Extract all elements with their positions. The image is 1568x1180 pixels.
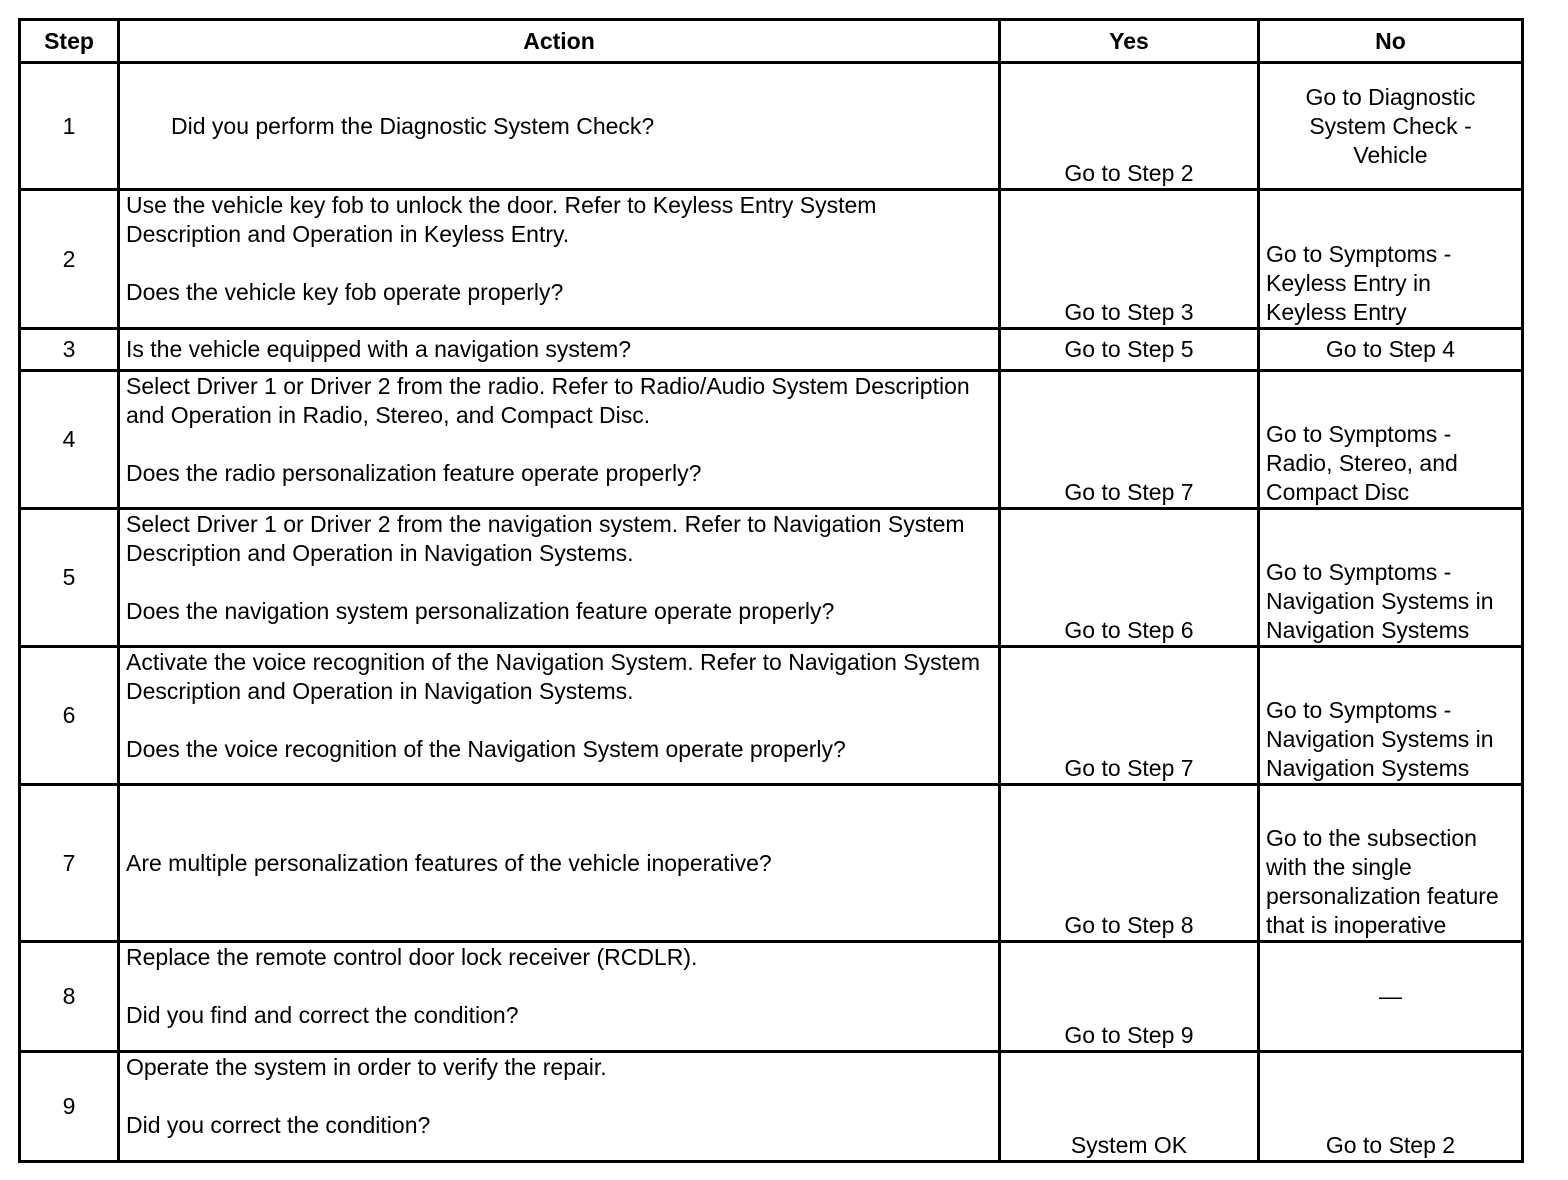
no-cell: Go to the subsection with the single personalization feature that is inoperative	[1259, 785, 1523, 942]
yes-cell: System OK	[1000, 1052, 1259, 1162]
action-instruction: Operate the system in order to verify the repair.	[126, 1054, 607, 1080]
table-row	[20, 1052, 1523, 1162]
action-question: Did you find and correct the condition?	[126, 1002, 519, 1028]
no-cell: Go to Symptoms - Keyless Entry in Keyless Entry	[1259, 190, 1523, 329]
header-yes: Yes	[1000, 20, 1259, 63]
action-question: Does the voice recognition of the Navigation System operate properly?	[126, 736, 846, 762]
yes-cell: Go to Step 7	[1000, 647, 1259, 785]
table-row	[20, 371, 1523, 509]
header-step: Step	[20, 20, 119, 63]
no-cell: Go to Symptoms - Navigation Systems in Navigation Systems	[1259, 647, 1523, 785]
action-question: Are multiple personalization features of the vehicle inoperative?	[119, 785, 1000, 942]
action-question: Did you correct the condition?	[126, 1112, 431, 1138]
table-row	[20, 647, 1523, 785]
no-cell: —	[1259, 942, 1523, 1052]
yes-cell: Go to Step 3	[1000, 190, 1259, 329]
step-number: 1	[20, 63, 119, 190]
yes-cell: Go to Step 5	[1000, 329, 1259, 371]
action-cell	[119, 371, 1000, 509]
step-number: 3	[20, 329, 119, 371]
action-cell	[119, 63, 1000, 190]
header-row	[20, 20, 1523, 63]
header-no: No	[1259, 20, 1523, 63]
step-number: 2	[20, 190, 119, 329]
step-number: 6	[20, 647, 119, 785]
yes-cell: Go to Step 7	[1000, 371, 1259, 509]
table-row	[20, 785, 1523, 942]
step-number: 7	[20, 785, 119, 942]
no-cell: Go to Symptoms - Radio, Stereo, and Compact Disc	[1259, 371, 1523, 509]
no-cell: Go to Diagnostic System Check - Vehicle	[1259, 63, 1523, 190]
no-cell: Go to Symptoms - Navigation Systems in Navigation Systems	[1259, 509, 1523, 647]
action-cell	[119, 1052, 1000, 1162]
step-number: 9	[20, 1052, 119, 1162]
table-row	[20, 190, 1523, 329]
action-question: Is the vehicle equipped with a navigation system?	[119, 329, 1000, 371]
action-question: Does the navigation system personalization feature operate properly?	[126, 598, 835, 624]
step-number: 8	[20, 942, 119, 1052]
yes-cell: Go to Step 9	[1000, 942, 1259, 1052]
step-number: 5	[20, 509, 119, 647]
step-number: 4	[20, 371, 119, 509]
header-action: Action	[119, 20, 1000, 63]
action-cell	[119, 647, 1000, 785]
table-row	[20, 942, 1523, 1052]
action-question: Does the vehicle key fob operate properly?	[126, 279, 564, 305]
action-cell	[119, 942, 1000, 1052]
action-question: Did you perform the Diagnostic System Check?	[171, 112, 655, 139]
action-instruction: Select Driver 1 or Driver 2 from the navigation system. Refer to Navigation System Description and Operation in Navigation Systems.	[126, 511, 965, 566]
action-instruction: Use the vehicle key fob to unlock the door. Refer to Keyless Entry System Description and Operation in Keyless Entry.	[126, 192, 877, 247]
table-row	[20, 63, 1523, 190]
action-question: Does the radio personalization feature operate properly?	[126, 460, 702, 486]
yes-cell: Go to Step 6	[1000, 509, 1259, 647]
yes-cell: Go to Step 8	[1000, 785, 1259, 942]
action-instruction: Select Driver 1 or Driver 2 from the radio. Refer to Radio/Audio System Description and Operation in Radio, Stereo, and Compact Disc.	[126, 373, 970, 428]
no-cell: Go to Step 4	[1259, 329, 1523, 371]
table-row	[20, 509, 1523, 647]
action-cell	[119, 190, 1000, 329]
action-instruction: Activate the voice recognition of the Navigation System. Refer to Navigation System Description and Operation in Navigation Systems.	[126, 649, 980, 704]
table-row	[20, 329, 1523, 371]
action-instruction: Replace the remote control door lock receiver (RCDLR).	[126, 944, 698, 970]
diagnostic-table	[18, 18, 1524, 1163]
action-cell	[119, 509, 1000, 647]
no-cell: Go to Step 2	[1259, 1052, 1523, 1162]
yes-cell: Go to Step 2	[1000, 63, 1259, 190]
